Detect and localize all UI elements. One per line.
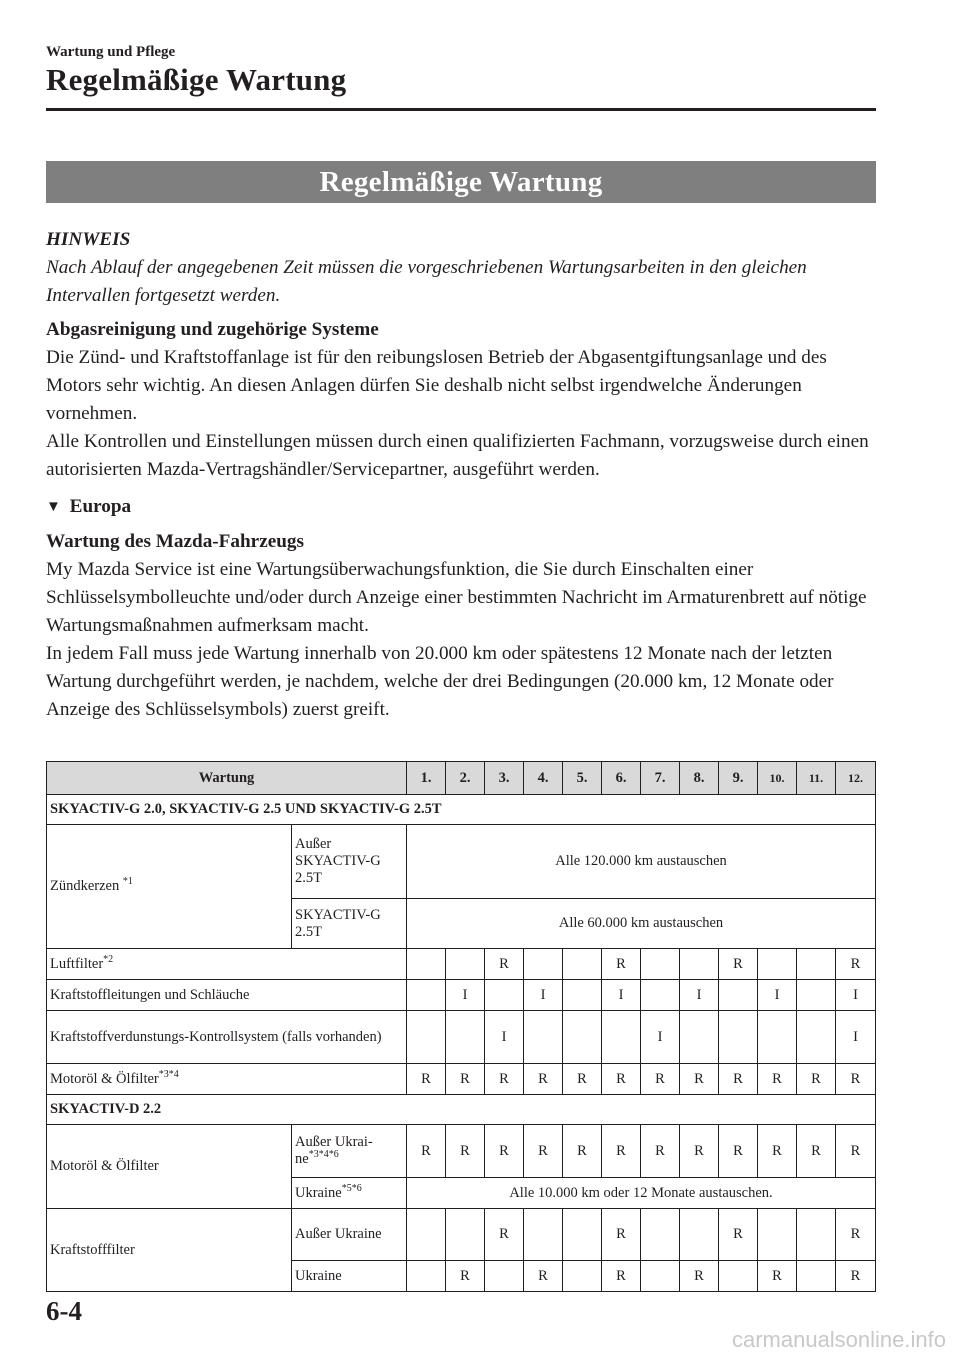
table-cell bbox=[719, 980, 758, 1011]
table-row bbox=[47, 1064, 876, 1095]
table-cell: I bbox=[524, 980, 563, 1011]
table-cell: R bbox=[836, 949, 876, 980]
table-cell: R bbox=[758, 1125, 797, 1178]
table-cell: I bbox=[446, 980, 485, 1011]
row-sublabel: Außer Ukraine bbox=[292, 1209, 407, 1261]
table-cell: I bbox=[680, 980, 719, 1011]
header-col: 10. bbox=[758, 762, 797, 795]
table-cell bbox=[563, 1011, 602, 1064]
row-label-air-filter: Luftfilter$^{*2}$ bbox=[47, 949, 407, 980]
table-cell: R bbox=[641, 1125, 680, 1178]
triangle-down-icon: ▼ bbox=[46, 499, 61, 515]
table-header-row bbox=[47, 762, 876, 795]
table-cell: R bbox=[758, 1261, 797, 1292]
table-cell bbox=[758, 1209, 797, 1261]
row-sublabel: Außer SKYACTIV-G 2.5T bbox=[292, 825, 407, 899]
table-cell: R bbox=[836, 1261, 876, 1292]
table-cell bbox=[641, 949, 680, 980]
table-cell bbox=[797, 1261, 836, 1292]
table-cell: R bbox=[446, 1064, 485, 1095]
table-row bbox=[47, 1209, 876, 1261]
row-label-fuel-filter: Kraftstofffilter bbox=[47, 1209, 292, 1292]
table-cell bbox=[680, 1011, 719, 1064]
table-cell bbox=[758, 949, 797, 980]
table-cell: I bbox=[836, 980, 876, 1011]
table-cell bbox=[524, 949, 563, 980]
table-cell: R bbox=[797, 1125, 836, 1178]
table-cell bbox=[797, 980, 836, 1011]
table-cell: R bbox=[680, 1125, 719, 1178]
table-cell: R bbox=[836, 1209, 876, 1261]
table-cell bbox=[563, 980, 602, 1011]
table-cell: R bbox=[836, 1064, 876, 1095]
row-sublabel: SKYACTIV-G 2.5T bbox=[292, 899, 407, 949]
row-interval-text: Alle 60.000 km austauschen bbox=[407, 899, 876, 949]
table-cell bbox=[641, 1209, 680, 1261]
table-cell bbox=[485, 980, 524, 1011]
table-cell: I bbox=[485, 1011, 524, 1064]
row-label-engine-oil: Motoröl & Ölfilter$^{*3*4}$ bbox=[47, 1064, 407, 1095]
table-cell: R bbox=[758, 1064, 797, 1095]
table-cell: R bbox=[602, 1064, 641, 1095]
table-cell bbox=[407, 1261, 446, 1292]
emission-heading: Abgasreinigung und zugehörige Systeme bbox=[46, 319, 379, 340]
table-cell bbox=[563, 949, 602, 980]
table-cell bbox=[524, 1209, 563, 1261]
region-heading bbox=[46, 493, 881, 522]
table-cell: R bbox=[524, 1064, 563, 1095]
heading-divider bbox=[46, 108, 876, 111]
header-col: 12. bbox=[836, 762, 876, 795]
table-cell: R bbox=[602, 1261, 641, 1292]
table-cell bbox=[797, 1011, 836, 1064]
table-cell bbox=[446, 949, 485, 980]
body-text bbox=[46, 226, 881, 724]
service-heading: Wartung des Mazda-Fahrzeugs bbox=[46, 531, 304, 552]
table-cell: R bbox=[524, 1125, 563, 1178]
region-name: Europa bbox=[69, 496, 132, 517]
table-cell bbox=[758, 1011, 797, 1064]
header-col: 3. bbox=[485, 762, 524, 795]
section-skyactiv-g: SKYACTIV-G 2.0, SKYACTIV-G 2.5 UND SKYACTIV-G 2.5T bbox=[47, 795, 876, 825]
table-cell bbox=[485, 1261, 524, 1292]
table-cell bbox=[524, 1011, 563, 1064]
table-cell bbox=[407, 1209, 446, 1261]
table-row bbox=[47, 1011, 876, 1064]
header-col: 5. bbox=[563, 762, 602, 795]
emission-paragraph-1: Die Zünd- und Kraftstoffanlage ist für den reibungslosen Betrieb der Abgasentgiftungsanlage und des Motors sehr wichtig. An diesen Anlagen dürfen Sie deshalb nicht selbst irgendwelche Änderungen vornehmen. bbox=[46, 347, 827, 424]
table-cell bbox=[680, 1209, 719, 1261]
table-cell bbox=[797, 1209, 836, 1261]
header-col: 2. bbox=[446, 762, 485, 795]
service-paragraph-1: My Mazda Service ist eine Wartungsüberwachungsfunktion, die Sie durch Einschalten einer Schlüsselsymbolleuchte und/oder durch Anzeige einer bestimmten Nachricht im Armaturenbrett auf nötige Wartungsmaßnahmen aufmerksam macht. bbox=[46, 559, 867, 636]
table-cell: R bbox=[836, 1125, 876, 1178]
table-cell: R bbox=[602, 1209, 641, 1261]
header-col: 8. bbox=[680, 762, 719, 795]
table-cell: R bbox=[563, 1125, 602, 1178]
table-cell: R bbox=[485, 1209, 524, 1261]
note-text: Nach Ablauf der angegebenen Zeit müssen die vorgeschriebenen Wartungsarbeiten in den gleichen Intervallen fortgesetzt werden. bbox=[46, 257, 807, 306]
table-cell: I bbox=[836, 1011, 876, 1064]
header-col: 6. bbox=[602, 762, 641, 795]
row-label-spark-plugs: Zündkerzen $^{*1}$ bbox=[47, 825, 292, 949]
section-banner: Regelmäßige Wartung bbox=[46, 161, 876, 203]
table-cell: R bbox=[446, 1125, 485, 1178]
table-cell bbox=[446, 1209, 485, 1261]
table-cell: I bbox=[602, 980, 641, 1011]
table-cell bbox=[680, 949, 719, 980]
table-cell bbox=[719, 1261, 758, 1292]
table-cell: R bbox=[485, 1064, 524, 1095]
table-cell: R bbox=[524, 1261, 563, 1292]
row-interval-text: Alle 120.000 km austauschen bbox=[407, 825, 876, 899]
header-col: 9. bbox=[719, 762, 758, 795]
table-cell: R bbox=[680, 1261, 719, 1292]
row-interval-text: Alle 10.000 km oder 12 Monate austauschen. bbox=[407, 1178, 876, 1209]
table-row bbox=[47, 1125, 876, 1178]
table-cell: R bbox=[485, 1125, 524, 1178]
section-label: Wartung und Pflege bbox=[46, 44, 176, 60]
row-sublabel: Ukraine bbox=[292, 1261, 407, 1292]
section-skyactiv-d: SKYACTIV-D 2.2 bbox=[47, 1095, 876, 1125]
table-cell: R bbox=[680, 1064, 719, 1095]
header-wartung: Wartung bbox=[47, 762, 407, 795]
table-cell: I bbox=[641, 1011, 680, 1064]
table-cell bbox=[446, 1011, 485, 1064]
table-cell: R bbox=[719, 949, 758, 980]
header-col: 1. bbox=[407, 762, 446, 795]
table-cell bbox=[407, 980, 446, 1011]
service-paragraph-2: In jedem Fall muss jede Wartung innerhalb von 20.000 km oder spätestens 12 Monate nach der letzten Wartung durchgeführt werden, je nachdem, welche der drei Bedingungen (20.000 km, 12 Monate oder Anzeige des Schlüsselsymbols) zuerst greift. bbox=[46, 643, 834, 720]
table-cell bbox=[641, 1261, 680, 1292]
table-cell: R bbox=[446, 1261, 485, 1292]
table-cell: R bbox=[485, 949, 524, 980]
table-cell: R bbox=[602, 949, 641, 980]
table-cell bbox=[407, 1011, 446, 1064]
table-cell: R bbox=[719, 1125, 758, 1178]
table-cell: R bbox=[563, 1064, 602, 1095]
emission-paragraph-2: Alle Kontrollen und Einstellungen müssen durch einen qualifizierten Fachmann, vorzugsweise durch einen autorisierten Mazda-Vertragshändler/Servicepartner, ausgeführt werden. bbox=[46, 431, 869, 480]
row-label-engine-oil-diesel: Motoröl & Ölfilter bbox=[47, 1125, 292, 1209]
header-col: 7. bbox=[641, 762, 680, 795]
table-cell: R bbox=[797, 1064, 836, 1095]
table-cell bbox=[641, 980, 680, 1011]
table-cell bbox=[602, 1011, 641, 1064]
row-label-fuel-lines: Kraftstoffleitungen und Schläuche bbox=[47, 980, 407, 1011]
note-title: HINWEIS bbox=[46, 229, 131, 250]
table-cell: R bbox=[641, 1064, 680, 1095]
table-cell bbox=[797, 949, 836, 980]
table-row bbox=[47, 980, 876, 1011]
page-title: Regelmäßige Wartung bbox=[46, 62, 347, 97]
table-cell: I bbox=[758, 980, 797, 1011]
table-cell: R bbox=[407, 1064, 446, 1095]
header-col: 11. bbox=[797, 762, 836, 795]
table-cell bbox=[719, 1011, 758, 1064]
table-cell: R bbox=[719, 1209, 758, 1261]
header-col: 4. bbox=[524, 762, 563, 795]
table-cell bbox=[563, 1261, 602, 1292]
table-cell: R bbox=[602, 1125, 641, 1178]
row-sublabel: Außer Ukraine$^{*3*4*6}$ bbox=[292, 1125, 407, 1178]
table-cell bbox=[407, 949, 446, 980]
table-section-row bbox=[47, 1095, 876, 1125]
row-label-evap-system: Kraftstoffverdunstungs-Kontrollsystem (falls vorhanden) bbox=[47, 1011, 407, 1064]
row-sublabel: Ukraine$^{*5*6}$ bbox=[292, 1178, 407, 1209]
table-cell bbox=[563, 1209, 602, 1261]
table-row bbox=[47, 825, 876, 899]
page-number: 6-4 bbox=[46, 1296, 82, 1326]
maintenance-table bbox=[46, 761, 876, 1292]
watermark: carmanualsonline.info bbox=[731, 1327, 946, 1352]
table-cell: R bbox=[407, 1125, 446, 1178]
table-section-row bbox=[47, 795, 876, 825]
table-cell: R bbox=[719, 1064, 758, 1095]
table-row bbox=[47, 949, 876, 980]
